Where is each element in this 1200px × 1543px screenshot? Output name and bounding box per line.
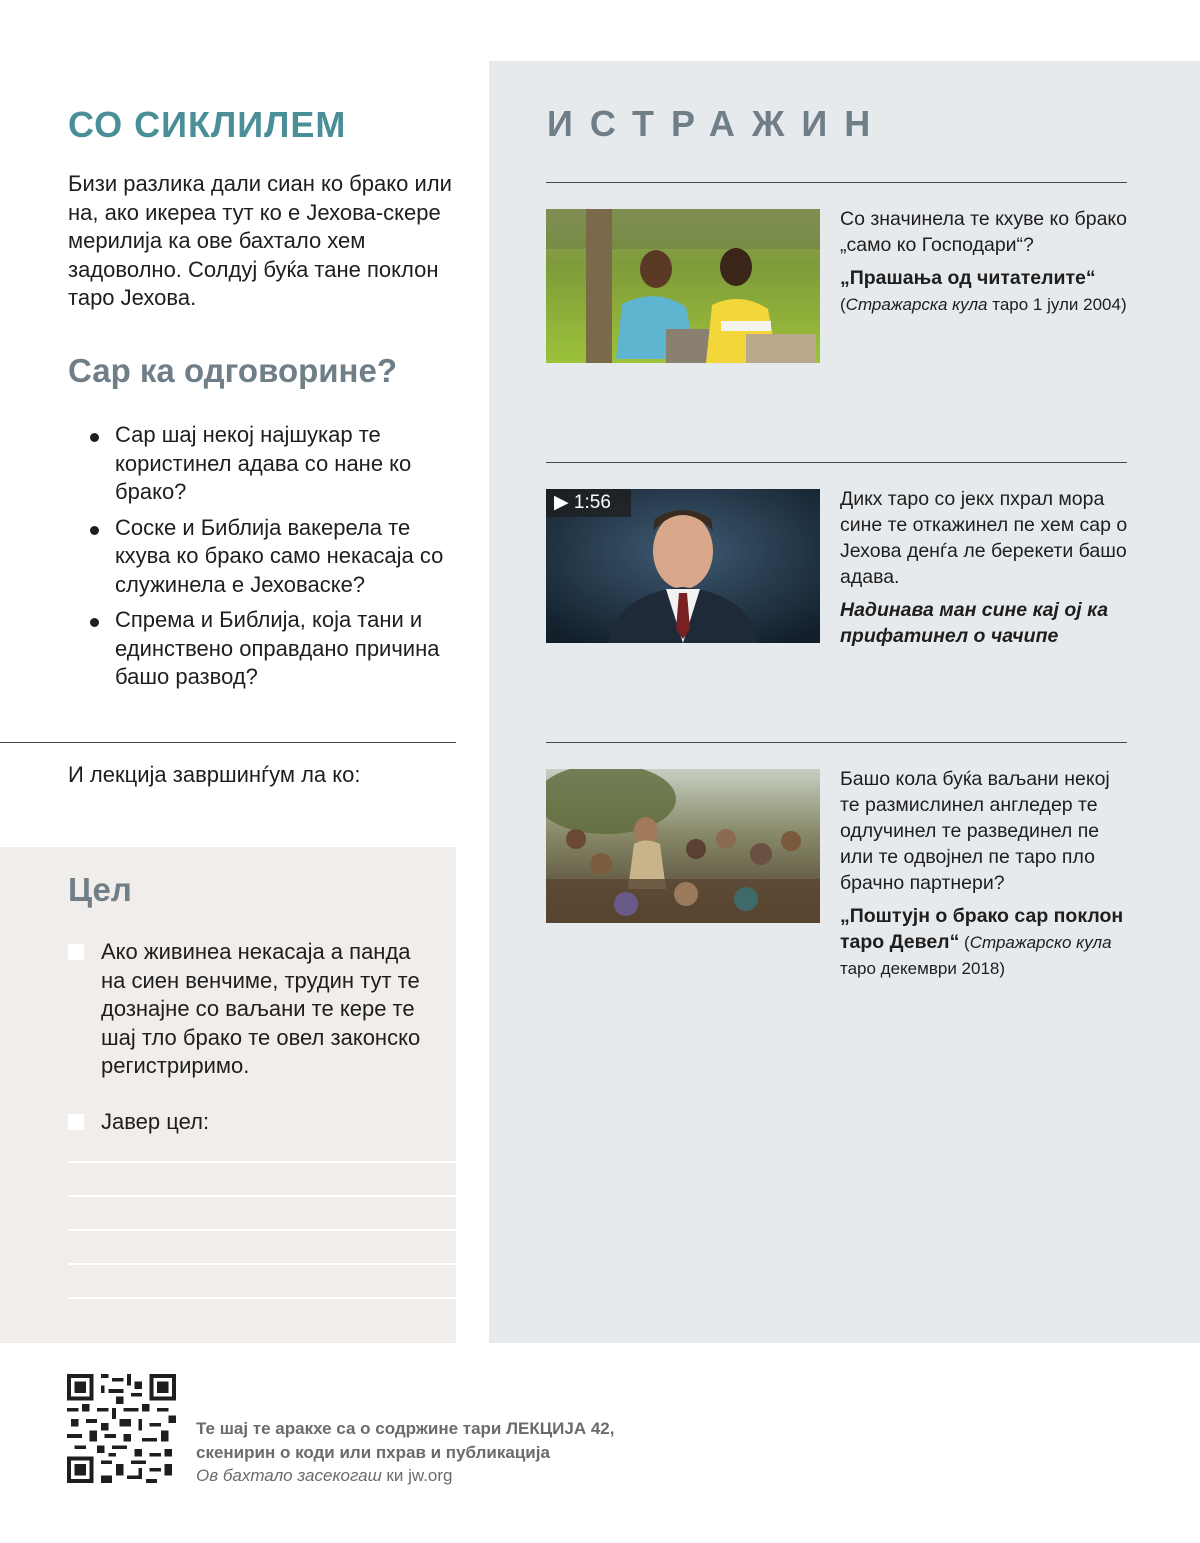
checkbox[interactable] — [68, 944, 84, 960]
source-paren: ( — [840, 295, 846, 314]
footer-line: Те шај те аракхе са о содржине тари ЛЕКЦИЈА 42, — [196, 1419, 615, 1438]
video-duration: 1:56 — [573, 492, 611, 513]
video-duration-badge[interactable] — [546, 489, 631, 517]
review-heading: Сар ка одговорине? — [68, 352, 397, 389]
checkbox[interactable] — [68, 1114, 84, 1130]
goal-panel — [0, 847, 456, 1343]
review-question — [90, 606, 450, 692]
review-questions — [90, 421, 450, 699]
review-question — [90, 421, 450, 507]
entry-description: Дикх таро со јекх пхрал мора сине те откажинел пе хем сар о Јехова денѓа ле берекети башо адава. — [840, 488, 1128, 588]
goal-heading: Цел — [68, 871, 132, 908]
couple-image[interactable] — [546, 209, 820, 363]
entry-link[interactable] — [840, 903, 1130, 981]
goal-text: Јавер цел: — [101, 1109, 210, 1134]
summary-heading: СО СИКЛИЛЕМ — [68, 104, 347, 145]
explore-entry — [840, 486, 1130, 649]
source-paren: ( — [959, 933, 970, 952]
write-line[interactable] — [68, 1263, 456, 1265]
bullet-icon — [90, 433, 99, 442]
write-line[interactable] — [68, 1195, 456, 1197]
review-question — [90, 514, 450, 600]
question-text: Соске и Библија вакерела те кхува ко брако само некасаја со служинела е Јеховаске? — [115, 514, 444, 597]
source-publication: Стражарско кула — [969, 933, 1112, 952]
source-date: таро 1 јули 2004) — [987, 295, 1127, 314]
article-title[interactable]: „Прашања од читателите“ — [840, 267, 1096, 289]
write-line[interactable] — [68, 1297, 456, 1299]
divider — [546, 742, 1127, 743]
goal-text: Ако живинеа некасаја а панда на сиен венчиме, трудин тут те дознајне со ваљани те кере те шај тло брако те овел законско регистриримо. — [101, 939, 421, 1078]
video-thumbnail[interactable] — [546, 489, 820, 643]
divider — [546, 182, 1127, 183]
footer-text — [196, 1417, 696, 1488]
bullet-icon — [90, 618, 99, 627]
article-title[interactable]: „Поштујн о брако сар поклон таро Девел“ — [840, 905, 1124, 953]
question-text: Сар шај некој најшукар те користинел адава со нане ко брако? — [115, 422, 412, 504]
video-title[interactable]: Надинава ман сине кај ој ка прифатинел о чачипе — [840, 599, 1109, 647]
question-text: Спрема и Библија, која тани и единствено оправдано причина башо развод? — [115, 607, 440, 689]
write-line[interactable] — [68, 1161, 456, 1163]
explore-panel — [489, 61, 1200, 1343]
footer-line: скенирин о коди или пхрав и публикација — [196, 1442, 550, 1462]
source-publication: Стражарска кула — [845, 295, 988, 314]
crowd-painting-image[interactable] — [546, 769, 820, 923]
entry-description: Башо кола буќа ваљани некој те размислинел англедер те одлучинел те развединел пе или те одвојнел пе таро пло брачно партнери? — [840, 768, 1110, 894]
entry-link[interactable] — [840, 265, 1130, 317]
entry-description: Со значинела те кхуве ко брако „само ко Господари“? — [840, 208, 1128, 256]
footer-line — [196, 1464, 696, 1488]
explore-heading: ИСТРАЖИН — [547, 103, 888, 144]
summary-text: Бизи разлика дали сиан ко брако или на, ако икереа тут ко е Јехова-скере мерилија ка ове бахтало хем задоволно. Солдуј буќа тане поклон таро Јехова. — [68, 171, 452, 310]
explore-entry — [840, 766, 1130, 981]
source-date: таро декември 2018) — [840, 959, 1006, 978]
write-line[interactable] — [68, 1229, 456, 1231]
divider — [0, 742, 456, 743]
play-icon: ▶ — [554, 492, 569, 513]
publication-title: Ов бахтало засекогаш — [196, 1466, 382, 1485]
completed-label[interactable]: И лекција завршинѓум ла ко: — [68, 762, 361, 787]
bullet-icon — [90, 526, 99, 535]
qr-code-icon[interactable] — [67, 1374, 176, 1483]
divider — [546, 462, 1127, 463]
explore-entry — [840, 206, 1130, 317]
website-text[interactable]: ки jw.org — [381, 1466, 453, 1485]
